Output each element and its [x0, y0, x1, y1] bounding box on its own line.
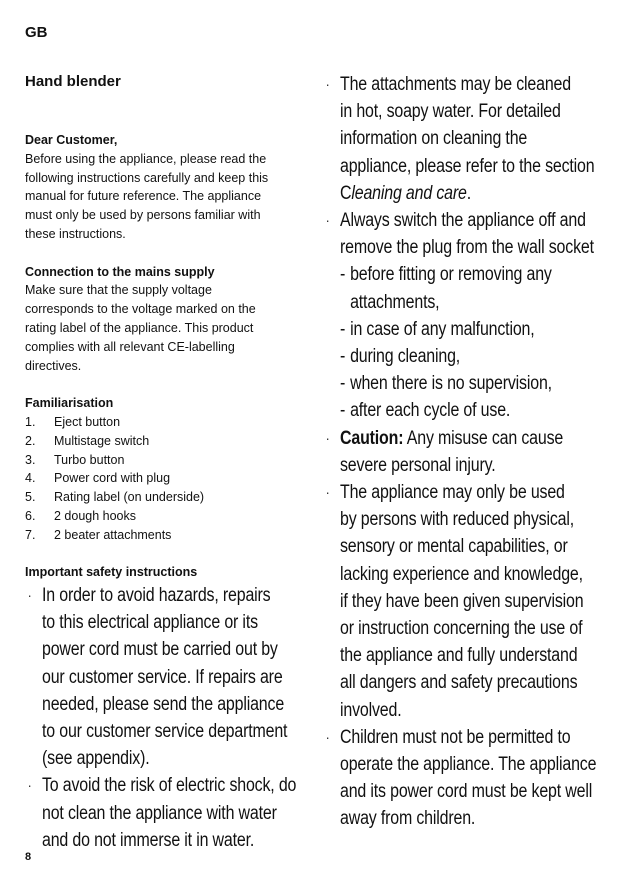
page-number: 8	[25, 851, 32, 863]
connection-line: directives.	[25, 358, 82, 373]
bullet-dot: ·	[325, 76, 330, 92]
familiarisation-heading: Familiarisation	[25, 396, 114, 411]
bullet-line: To avoid the risk of electric shock, do	[42, 775, 297, 797]
bullet-line: if they have been given supervision	[340, 590, 584, 612]
greeting: Dear Customer,	[25, 133, 118, 147]
bullet-line: (see appendix).	[42, 748, 150, 770]
bullet-line: The attachments may be cleaned	[340, 74, 571, 95]
bullet-dot: ·	[325, 212, 330, 229]
bullet-line: power cord must be carried out by	[42, 639, 278, 661]
item-text: Eject button	[54, 414, 121, 429]
list-item	[25, 451, 300, 470]
item-number: 1.	[25, 414, 36, 429]
bullet-switch-off	[325, 207, 617, 425]
bullet-line: lacking experience and knowledge,	[340, 563, 583, 585]
item-number: 6.	[25, 508, 36, 523]
safety-heading: Important safety instructions	[25, 565, 198, 580]
bullet-line: and its power cord must be kept well	[340, 781, 593, 803]
dash: -	[340, 373, 346, 395]
list-item	[25, 432, 300, 451]
bullet-line: involved.	[340, 699, 402, 721]
sub-line: before fitting or removing any	[350, 264, 552, 286]
bullet-line: the appliance and fully understand	[340, 645, 578, 667]
list-item	[25, 488, 300, 507]
bullet-line: not clean the appliance with water	[42, 802, 277, 824]
bullet-dot: ·	[325, 484, 330, 501]
bullet-line: Always switch the appliance off and	[340, 210, 586, 232]
familiarisation-section	[25, 394, 300, 544]
connection-heading: Connection to the mains supply	[25, 264, 215, 279]
intro-line: manual for future reference. The appliance	[25, 189, 262, 204]
item-text: 2 beater attachments	[54, 527, 172, 542]
bullet-cleaning	[325, 71, 617, 207]
bullet-dot: ·	[325, 728, 330, 745]
list-item	[25, 469, 300, 488]
bullet-caution	[325, 425, 617, 479]
bullet-line: The appliance may only be used	[340, 482, 565, 504]
item-text: Multistage switch	[54, 433, 150, 448]
sub-line: when there is no supervision,	[350, 373, 552, 395]
bullet-line: needed, please send the appliance	[42, 693, 285, 715]
sub-item	[340, 370, 617, 397]
item-number: 3.	[25, 452, 36, 467]
intro-line: must only be used by persons familiar with	[25, 208, 261, 223]
dash: -	[340, 400, 346, 422]
sub-item	[340, 261, 617, 315]
bullet-line: appliance, please refer to the section	[340, 155, 595, 177]
safety-left-bullets	[27, 582, 302, 854]
item-text: 2 dough hooks	[54, 508, 137, 523]
bullet-line: in hot, soapy water. For detailed	[340, 101, 561, 123]
sub-line: after each cycle of use.	[350, 400, 511, 422]
sub-item	[340, 316, 617, 343]
item-number: 2.	[25, 433, 36, 448]
bullet-electric-shock	[27, 772, 302, 854]
bullet-line: away from children.	[340, 808, 476, 830]
dash: -	[340, 318, 346, 340]
intro-section	[25, 131, 300, 244]
bullet-line: to this electrical appliance or its	[42, 612, 258, 634]
list-item	[25, 413, 300, 432]
sub-line: attachments,	[350, 291, 440, 313]
bullet-line: In order to avoid hazards, repairs	[42, 585, 271, 606]
dash: -	[340, 264, 346, 286]
bullet-line: by persons with reduced physical,	[340, 509, 574, 531]
page-title: Hand blender	[25, 73, 121, 90]
bullet-repairs	[27, 582, 302, 772]
connection-section	[25, 263, 300, 376]
intro-line: these instructions.	[25, 226, 126, 241]
list-item	[25, 507, 300, 526]
bullet-line: and do not immerse it in water.	[42, 829, 255, 851]
intro-line: Before using the appliance, please read the	[25, 151, 267, 166]
item-text: Turbo button	[54, 452, 125, 467]
bullet-line: sensory or mental capabilities, or	[340, 536, 568, 558]
section-ref-suffix: .	[466, 182, 471, 204]
connection-line: Make sure that the supply voltage	[25, 283, 212, 298]
list-item	[25, 526, 300, 545]
bullet-dot: ·	[27, 587, 32, 603]
bullet-dot: ·	[27, 777, 32, 794]
sub-item	[340, 397, 617, 424]
sub-line: in case of any malfunction,	[350, 318, 535, 340]
item-number: 4.	[25, 471, 36, 486]
dash: -	[340, 346, 346, 368]
bullet-line: operate the appliance. The appliance	[340, 754, 597, 776]
right-column	[325, 71, 617, 833]
language-code: GB	[25, 24, 48, 41]
bullet-dot: ·	[325, 429, 330, 446]
bullet-line: our customer service. If repairs are	[42, 666, 283, 688]
connection-line: rating label of the appliance. This product	[25, 320, 254, 335]
caution-text: Any misuse can cause	[406, 427, 564, 449]
parts-list	[25, 413, 300, 545]
item-text: Rating label (on underside)	[54, 490, 205, 505]
section-ref-prefix: C	[340, 182, 352, 204]
bullet-line: severe personal injury.	[340, 454, 496, 476]
sub-item	[340, 343, 617, 370]
intro-line: following instructions carefully and keep this	[25, 170, 269, 185]
connection-line: complies with all relevant CE-labelling	[25, 339, 235, 354]
bullet-line: all dangers and safety precautions	[340, 672, 578, 694]
section-ref: leaning and care	[351, 182, 467, 204]
bullet-line: or instruction concerning the use of	[340, 618, 583, 640]
bullet-reduced-capabilities	[325, 479, 617, 724]
connection-line: corresponds to the voltage marked on the	[25, 302, 256, 317]
left-column	[25, 131, 300, 582]
bullet-line: remove the plug from the wall socket	[340, 237, 594, 259]
bullet-line: information on cleaning the	[340, 128, 528, 150]
bullet-children	[325, 724, 617, 833]
caution-label: Caution:	[340, 427, 404, 449]
bullet-line	[340, 180, 617, 207]
item-number: 5.	[25, 490, 36, 505]
bullet-line: Children must not be permitted to	[340, 726, 571, 748]
sub-line: during cleaning,	[350, 346, 461, 368]
item-number: 7.	[25, 527, 36, 542]
bullet-line: to our customer service department	[42, 721, 288, 743]
bullet-line	[340, 425, 617, 452]
item-text: Power cord with plug	[54, 471, 171, 486]
